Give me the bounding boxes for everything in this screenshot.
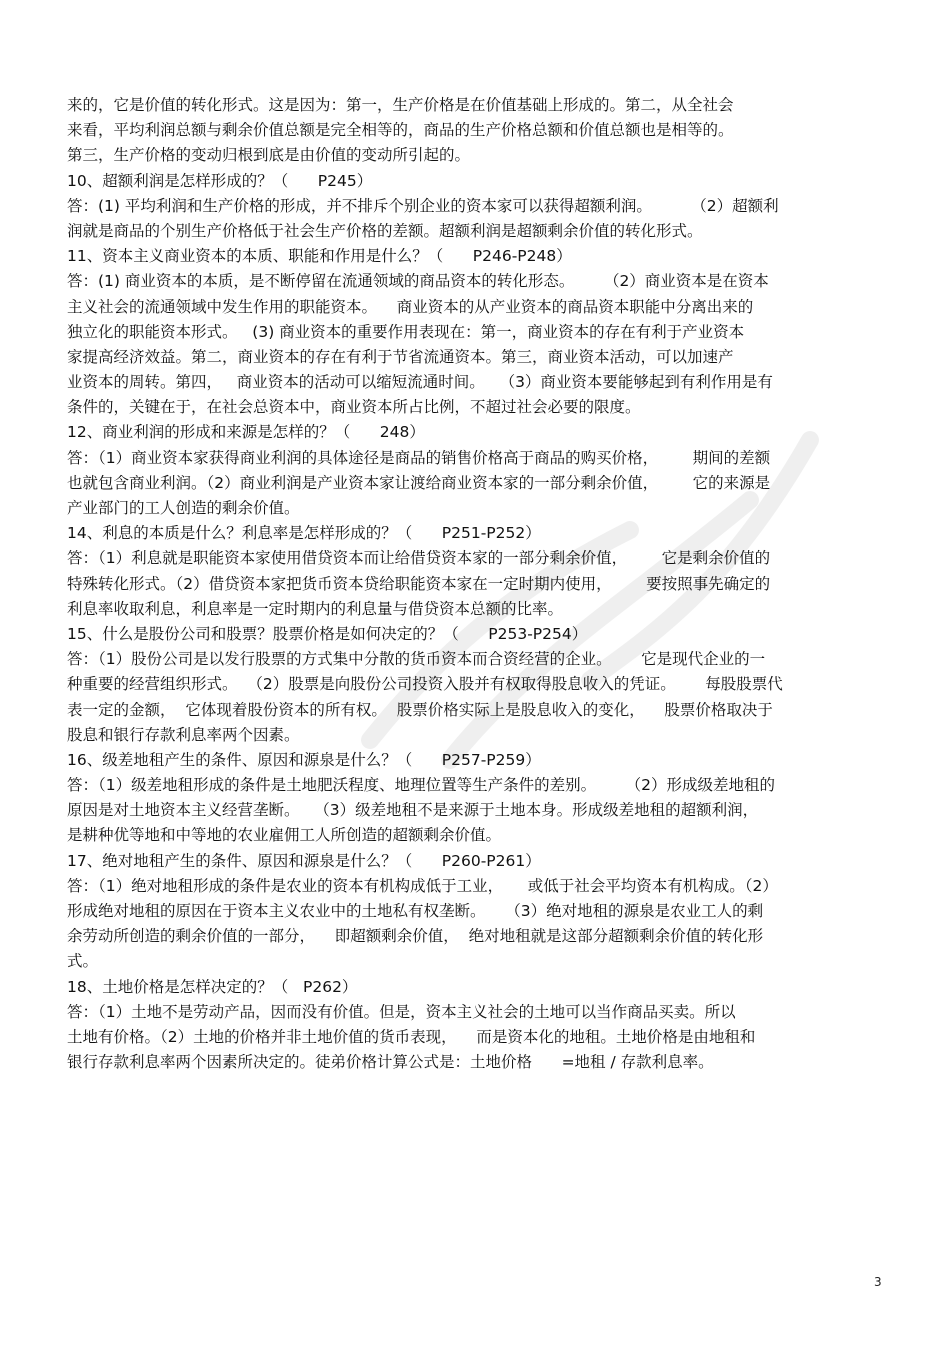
answer-line: 式。 bbox=[67, 952, 99, 971]
question-heading: 15、什么是股份公司和股票？股票价格是如何决定的？（ P253-P254） bbox=[67, 624, 588, 643]
document-body bbox=[67, 93, 885, 1075]
text-line: 来的，它是价值的转化形式。这是因为：第一，生产价格是在价值基础上形成的。第二，从全社会 bbox=[67, 96, 734, 114]
answer-line: 也就包含商业利润。（2）商业利润是产业资本家让渡给商业资本家的一部分剩余价值， 它的来源是 bbox=[67, 473, 771, 492]
answer-line: 利息率收取利息，利息率是一定时期内的利息量与借贷资本总额的比率。 bbox=[67, 599, 564, 618]
question-heading: 14、利息的本质是什么？利息率是怎样形成的？（ P251-P252） bbox=[67, 524, 541, 543]
answer-line: 答：（1）绝对地租形成的条件是农业的资本有机构成低于工业， 或低于社会平均资本有机构成。（2） bbox=[67, 876, 778, 895]
answer-line: 润就是商品的个别生产价格低于社会生产价格的差额。超额利润是超额剩余价值的转化形式。 bbox=[67, 221, 703, 240]
question-heading: 10、超额利润是怎样形成的？（ P245） bbox=[67, 171, 373, 190]
question-heading: 11、资本主义商业资本的本质、职能和作用是什么？（ P246-P248） bbox=[67, 247, 572, 266]
answer-line: 业资本的周转。第四， 商业资本的活动可以缩短流通时间。 （3）商业资本要能够起到有利作用是有 bbox=[67, 373, 773, 392]
answer-line: 是耕种优等地和中等地的农业雇佣工人所创造的超额剩余价值。 bbox=[67, 826, 502, 845]
answer-line: 独立化的职能资本形式。 (3) 商业资本的重要作用表现在：第一，商业资本的存在有利于产业资本 bbox=[67, 322, 745, 341]
answer-line: 答：(1) 平均利润和生产价格的形成，并不排斥个别企业的资本家可以获得超额利润。 （2）超额利 bbox=[67, 196, 779, 215]
question-heading: 17、绝对地租产生的条件、原因和源泉是什么？（ P260-P261） bbox=[67, 851, 541, 870]
text-line: 第三，生产价格的变动归根到底是由价值的变动所引起的。 bbox=[67, 146, 471, 165]
answer-line: 答：(1) 商业资本的本质，是不断停留在流通领域的商品资本的转化形态。 （2）商业资本是在资本 bbox=[67, 272, 769, 291]
answer-line: 家提高经济效益。第二，商业资本的存在有利于节省流通资本。第三，商业资本活动，可以加速产 bbox=[67, 347, 734, 366]
answer-line: 答：（1）商业资本家获得商业利润的具体途径是商品的销售价格高于商品的购买价格， 期间的差额 bbox=[67, 448, 771, 467]
answer-line: 土地有价格。（2）土地的价格并非土地价值的货币表现， 而是资本化的地租。土地价格是由地租和 bbox=[67, 1027, 756, 1046]
question-heading: 16、级差地租产生的条件、原因和源泉是什么？（ P257-P259） bbox=[67, 750, 541, 769]
answer-line: 条件的，关键在于，在社会总资本中，商业资本所占比例，不超过社会必要的限度。 bbox=[67, 398, 641, 417]
page-number: 3 bbox=[874, 1275, 882, 1289]
question-heading: 18、土地价格是怎样决定的？（ P262） bbox=[67, 977, 358, 996]
answer-line: 答：（1）级差地租形成的条件是土地肥沃程度、地理位置等生产条件的差别。 （2）形成级差地租的 bbox=[67, 776, 776, 795]
answer-line: 表一定的金额， 它体现着股份资本的所有权。 股票价格实际上是股息收入的变化， 股票价格取决于 bbox=[67, 700, 773, 719]
answer-line: 产业部门的工人创造的剩余价值。 bbox=[67, 499, 300, 517]
text-line: 来看，平均利润总额与剩余价值总额是完全相等的，商品的生产价格总额和价值总额也是相等的。 bbox=[67, 121, 734, 140]
question-heading: 12、商业利润的形成和来源是怎样的？（ 248） bbox=[67, 423, 425, 442]
answer-line: 特殊转化形式。（2）借贷资本家把货币资本贷给职能资本家在一定时期内使用， 要按照事先确定的 bbox=[67, 574, 771, 593]
answer-line: 主义社会的流通领域中发生作用的职能资本。 商业资本的从产业资本的商品资本职能中分离出来的 bbox=[67, 297, 754, 316]
answer-line: 余劳动所创造的剩余价值的一部分， 即超额剩余价值， 绝对地租就是这部分超额剩余价值的转化形 bbox=[67, 927, 764, 946]
answer-line: 股息和银行存款利息率两个因素。 bbox=[67, 725, 300, 744]
answer-line: 原因是对土地资本主义经营垄断。 （3）级差地租不是来源于土地本身。形成级差地租的超额利润， bbox=[67, 801, 759, 820]
answer-line: 答：（1）土地不是劳动产品，因而没有价值。但是，资本主义社会的土地可以当作商品买卖。所以 bbox=[67, 1002, 736, 1021]
answer-line: 形成绝对地租的原因在于资本主义农业中的土地私有权垄断。 （3）绝对地租的源泉是农业工人的剩 bbox=[67, 902, 764, 920]
answer-line: 答：（1）利息就是职能资本家使用借贷资本而让给借贷资本家的一部分剩余价值， 它是剩余价值的 bbox=[67, 549, 771, 568]
answer-line: 答：（1）股份公司是以发行股票的方式集中分散的货币资本而合资经营的企业。 它是现代企业的一 bbox=[67, 650, 766, 669]
answer-line: 银行存款利息率两个因素所决定的。徒弟价格计算公式是：土地价格 =地租 / 存款利息率。 bbox=[67, 1053, 714, 1072]
answer-line: 种重要的经营组织形式。 （2）股票是向股份公司投资入股并有权取得股息收入的凭证。 每股股票代 bbox=[67, 675, 783, 694]
